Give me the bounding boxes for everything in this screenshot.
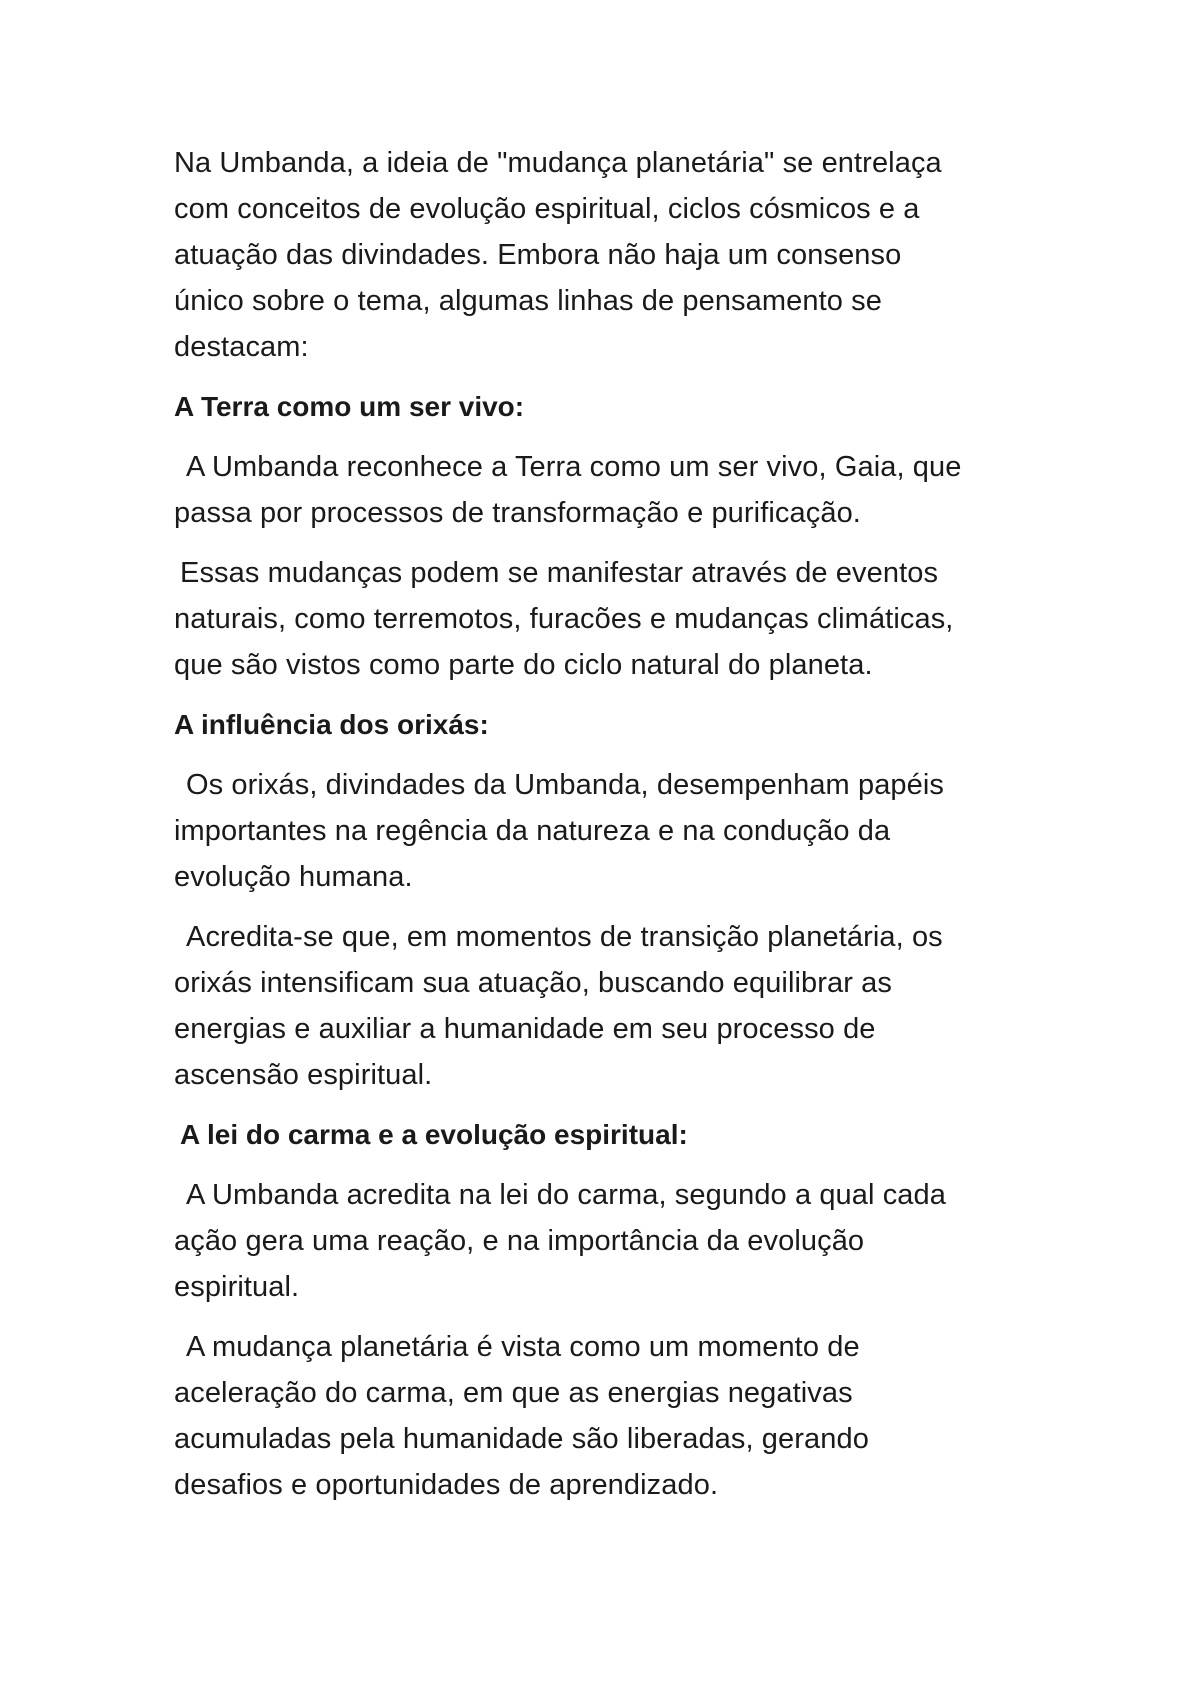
text-line: passa por processos de transformação e purificação.: [174, 497, 861, 529]
text-line: atuação das divindades. Embora não haja um consenso: [174, 239, 902, 271]
text-line: A Umbanda acredita na lei do carma, segundo a qual cada: [186, 1179, 946, 1211]
text-line: naturais, como terremotos, furacões e mudanças climáticas,: [174, 603, 954, 635]
text-line: acumuladas pela humanidade são liberadas, gerando: [174, 1423, 869, 1455]
text-line: evolução humana.: [174, 861, 413, 893]
text-line: destacam:: [174, 331, 309, 363]
text-line: energias e auxiliar a humanidade em seu processo de: [174, 1013, 876, 1045]
section2-paragraph-2: [174, 914, 1054, 1098]
section2-paragraph-1: [174, 762, 1054, 900]
text-line: importantes na regência da natureza e na condução da: [174, 815, 891, 847]
text-line: Os orixás, divindades da Umbanda, desempenham papéis: [186, 769, 945, 801]
section3-paragraph-2: [174, 1324, 1054, 1508]
text-line: único sobre o tema, algumas linhas de pensamento se: [174, 285, 882, 317]
text-line: espiritual.: [174, 1271, 300, 1303]
text-line: desafios e oportunidades de aprendizado.: [174, 1469, 719, 1501]
text-line: que são vistos como parte do ciclo natural do planeta.: [174, 649, 873, 681]
text-line: A Umbanda reconhece a Terra como um ser vivo, Gaia, que: [186, 451, 962, 483]
section-heading-orixas: A influência dos orixás:: [174, 709, 489, 740]
text-line: ação gera uma reação, e na importância da evolução: [174, 1225, 865, 1257]
text-line: com conceitos de evolução espiritual, ciclos cósmicos e a: [174, 193, 920, 225]
text-line: orixás intensificam sua atuação, buscando equilibrar as: [174, 967, 893, 999]
text-line: aceleração do carma, em que as energias negativas: [174, 1377, 853, 1409]
section1-paragraph-2: [174, 550, 1054, 688]
section-heading-carma: A lei do carma e a evolução espiritual:: [180, 1119, 688, 1150]
document-page: [174, 140, 1054, 1522]
intro-paragraph: [174, 140, 1054, 370]
section3-paragraph-1: [174, 1172, 1054, 1310]
text-line: Na Umbanda, a ideia de "mudança planetária" se entrelaça: [174, 147, 942, 179]
section-heading-terra: A Terra como um ser vivo:: [174, 391, 525, 422]
section1-paragraph-1: [174, 444, 1054, 536]
text-line: Acredita-se que, em momentos de transição planetária, os: [186, 921, 943, 953]
text-line: ascensão espiritual.: [174, 1059, 433, 1091]
text-line: A mudança planetária é vista como um momento de: [186, 1331, 860, 1363]
text-line: Essas mudanças podem se manifestar através de eventos: [180, 557, 939, 589]
